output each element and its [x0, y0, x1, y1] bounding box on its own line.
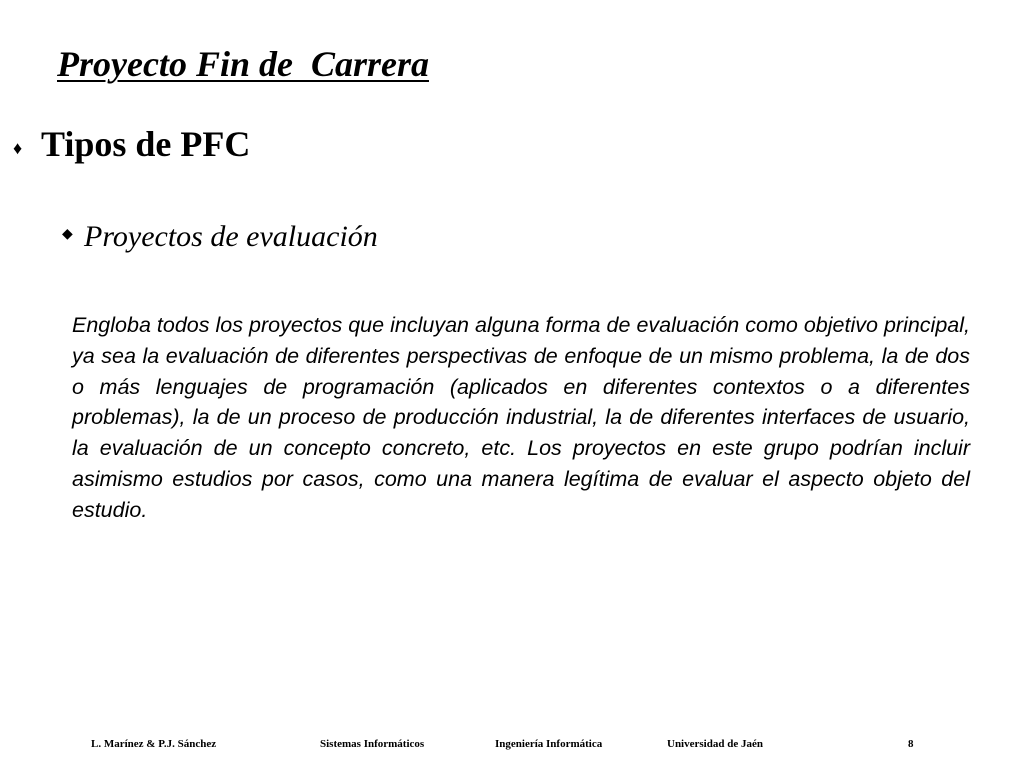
- heading-item: [13, 120, 250, 168]
- footer-course: Sistemas Informáticos: [320, 738, 425, 750]
- description-paragraph: Engloba todos los proyectos que incluyan alguna forma de evaluación como objetivo principal, ya sea la evaluación de diferentes perspectivas de enfoque de un mismo problema, la de dos o más lenguajes de programación (aplicados en diferentes contextos o a diferentes problemas), la de un proceso de producción industrial, la de diferentes interfaces de usuario, la evaluación de un concepto concreto, etc. Los proyectos en este grupo podrían incluir asimismo estudios por casos, como una manera legítima de evaluar el aspecto objeto del estudio.: [72, 313, 970, 522]
- footer-university: Universidad de Jaén: [667, 738, 763, 750]
- section-heading: Tipos de PFC: [41, 124, 251, 164]
- subheading-item: [62, 216, 378, 258]
- diamond-bullet-icon: ♦: [13, 138, 23, 158]
- footer-authors: L. Marínez & P.J. Sánchez: [91, 738, 217, 750]
- footer-degree: Ingeniería Informática: [495, 738, 603, 750]
- slide-footer: [0, 736, 1024, 752]
- page-number: 8: [908, 738, 914, 750]
- slide-title: Proyecto Fin de Carrera: [57, 44, 429, 84]
- subsection-heading: Proyectos de evaluación: [84, 220, 378, 253]
- diamond-bullet-icon: ◆: [62, 227, 73, 242]
